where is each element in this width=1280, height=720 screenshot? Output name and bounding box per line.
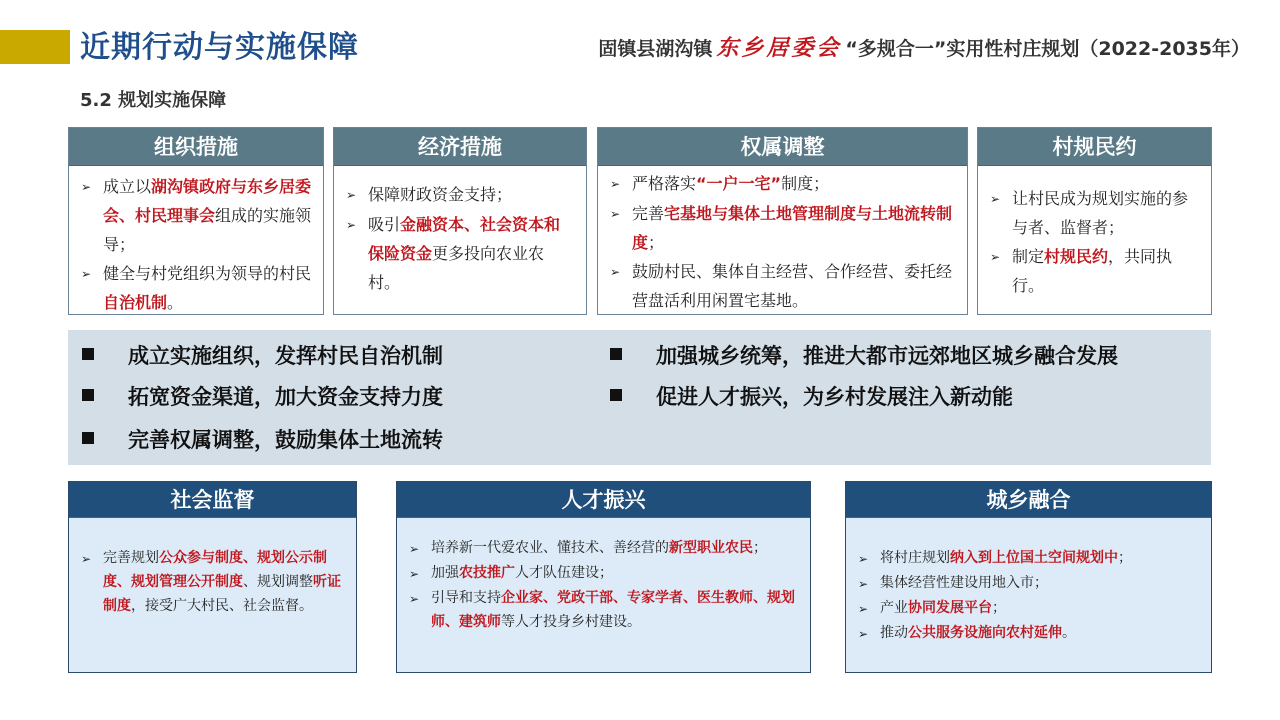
- bullet-text: [880, 596, 1201, 620]
- bullet-item: [990, 242, 1201, 300]
- bullet-item: [81, 172, 313, 259]
- bullet-text: [431, 586, 800, 634]
- bullet-item: [858, 621, 1201, 646]
- bullet-item: [858, 596, 1201, 621]
- body-text: 人才队伍建设；: [515, 565, 613, 581]
- highlight-text: “一户一宅”: [696, 174, 782, 193]
- summary-item: 促进人才振兴，为乡村发展注入新动能: [610, 381, 1013, 413]
- card-economy: [333, 127, 587, 315]
- card-social-supervision: [68, 481, 357, 673]
- bullet-text: [1012, 184, 1201, 242]
- highlight-text: 金融资本、社会资本和保险资金: [368, 215, 561, 263]
- body-text: 更多投向农业农村。: [368, 244, 545, 292]
- arrow-bullet-icon: ➢: [346, 218, 357, 232]
- arrow-bullet-icon: ➢: [409, 542, 420, 556]
- project-title: [598, 34, 1250, 63]
- summary-item: 完善权属调整，鼓励集体土地流转: [82, 424, 443, 456]
- body-text: 培养新一代爱农业、懂技术、善经营的: [431, 540, 669, 556]
- body-text: 产业: [880, 600, 908, 616]
- body-text: ，接受广大村民、社会监督。: [131, 598, 313, 614]
- bullet-text: [880, 546, 1201, 570]
- body-text: ；: [648, 233, 665, 252]
- bullet-text: [632, 199, 957, 257]
- project-village: 东乡居委会: [716, 35, 842, 61]
- bullet-text: [880, 621, 1201, 645]
- bullet-item: [858, 546, 1201, 571]
- body-text: ，共同执行。: [1012, 247, 1173, 295]
- card-title: 人才振兴: [397, 482, 810, 518]
- summary-item: 成立实施组织，发挥村民自治机制: [82, 340, 443, 372]
- body-text: 等人才投身乡村建设。: [501, 614, 641, 630]
- highlight-text: 自治机制: [103, 293, 168, 312]
- square-bullet-icon: [610, 348, 622, 360]
- bullet-item: [81, 259, 313, 317]
- bullet-item: [409, 586, 800, 634]
- body-text: 。: [1062, 625, 1076, 641]
- card-body: [598, 166, 967, 323]
- card-ownership: [597, 127, 968, 315]
- project-prefix: 固镇县湖沟镇: [598, 38, 713, 60]
- project-suffix: “多规合一”实用性村庄规划（2022-2035年）: [845, 38, 1250, 60]
- body-text: 引导和支持: [431, 590, 501, 606]
- arrow-bullet-icon: ➢: [858, 552, 869, 566]
- square-bullet-icon: [82, 432, 94, 444]
- title-accent-bar: [0, 30, 70, 64]
- card-talent-revitalization: [396, 481, 811, 673]
- body-text: 加强: [431, 565, 459, 581]
- arrow-bullet-icon: ➢: [81, 180, 92, 194]
- body-text: ；: [992, 600, 1006, 616]
- card-body: [846, 518, 1211, 654]
- arrow-bullet-icon: ➢: [990, 192, 1001, 206]
- summary-panel: [68, 330, 1211, 465]
- body-text: 推动: [880, 625, 908, 641]
- arrow-bullet-icon: ➢: [990, 250, 1001, 264]
- card-body: [978, 166, 1211, 308]
- bullet-item: [610, 257, 957, 315]
- arrow-bullet-icon: ➢: [610, 265, 621, 279]
- card-title: 村规民约: [978, 128, 1211, 166]
- square-bullet-icon: [82, 348, 94, 360]
- body-text: 完善规划: [103, 550, 159, 566]
- page-title: 近期行动与实施保障: [80, 30, 359, 65]
- body-text: 制度；: [781, 174, 830, 193]
- body-text: 制定: [1012, 247, 1045, 266]
- card-body: [69, 518, 356, 626]
- body-text: 完善: [632, 204, 665, 223]
- bullet-text: [632, 169, 957, 198]
- highlight-text: 企业家、党政干部、专家学者、医生教师、规划师、建筑师: [431, 590, 795, 630]
- bullet-text: [103, 172, 313, 259]
- section-title: 5.2 规划实施保障: [80, 90, 227, 111]
- body-text: 、规划调整: [243, 574, 313, 590]
- bullet-item: [409, 561, 800, 586]
- bullet-item: [610, 169, 957, 199]
- bullet-text: [1012, 242, 1201, 300]
- body-text: 让村民成为规划实施的参与者、监督者；: [1012, 189, 1189, 237]
- body-text: 保障财政资金支持；: [368, 185, 513, 204]
- body-text: 集体经营性建设用地入市；: [880, 575, 1048, 591]
- arrow-bullet-icon: ➢: [858, 627, 869, 641]
- card-body: [69, 166, 323, 325]
- arrow-bullet-icon: ➢: [346, 188, 357, 202]
- body-text: 成立以: [103, 177, 152, 196]
- bullet-text: [431, 536, 800, 560]
- arrow-bullet-icon: ➢: [81, 267, 92, 281]
- highlight-text: 协同发展平台: [908, 600, 992, 616]
- square-bullet-icon: [610, 389, 622, 401]
- card-title: 城乡融合: [846, 482, 1211, 518]
- square-bullet-icon: [82, 389, 94, 401]
- bullet-item: [858, 571, 1201, 596]
- summary-item: 加强城乡统筹，推进大都市远郊地区城乡融合发展: [610, 340, 1118, 372]
- highlight-text: 湖沟镇政府与东乡居委会、村民理事会: [103, 177, 312, 225]
- card-village-rules: [977, 127, 1212, 315]
- body-text: ；: [1118, 550, 1132, 566]
- card-urban-rural-integration: [845, 481, 1212, 673]
- body-text: 鼓励村民、集体自主经营、合作经营、委托经营盘活利用闲置宅基地。: [632, 262, 953, 310]
- arrow-bullet-icon: ➢: [81, 552, 92, 566]
- bullet-text: [368, 210, 576, 297]
- bullet-item: [346, 210, 576, 297]
- bullet-item: [990, 184, 1201, 242]
- bullet-text: [103, 546, 346, 618]
- card-title: 经济措施: [334, 128, 586, 166]
- highlight-text: 宅基地与集体土地管理制度与土地流转制度: [632, 204, 953, 252]
- arrow-bullet-icon: ➢: [409, 567, 420, 581]
- highlight-text: 公众参与制度、规划公示制度、规划管理公开制度: [103, 550, 327, 590]
- bullet-item: [610, 199, 957, 257]
- body-text: 吸引: [368, 215, 401, 234]
- highlight-text: 听证制度: [103, 574, 341, 614]
- arrow-bullet-icon: ➢: [610, 177, 621, 191]
- body-text: 。: [167, 293, 184, 312]
- bullet-text: [431, 561, 800, 585]
- highlight-text: 村规民约: [1044, 247, 1109, 266]
- arrow-bullet-icon: ➢: [610, 207, 621, 221]
- body-text: 严格落实: [632, 174, 697, 193]
- bullet-item: [81, 546, 346, 618]
- highlight-text: 公共服务设施向农村延伸: [908, 625, 1062, 641]
- bullet-text: [880, 571, 1201, 595]
- arrow-bullet-icon: ➢: [858, 577, 869, 591]
- bullet-text: [368, 180, 576, 209]
- card-body: [334, 166, 586, 305]
- card-organization: [68, 127, 324, 315]
- highlight-text: 农技推广: [459, 565, 515, 581]
- body-text: ；: [753, 540, 767, 556]
- body-text: 将村庄规划: [880, 550, 950, 566]
- card-title: 权属调整: [598, 128, 967, 166]
- arrow-bullet-icon: ➢: [409, 592, 420, 606]
- bullet-text: [103, 259, 313, 317]
- card-body: [397, 518, 810, 642]
- summary-item: 拓宽资金渠道，加大资金支持力度: [82, 381, 443, 413]
- body-text: 健全与村党组织为领导的村民: [103, 264, 312, 283]
- bullet-item: [409, 536, 800, 561]
- body-text: 组成的实施领导；: [103, 206, 312, 254]
- card-title: 社会监督: [69, 482, 356, 518]
- highlight-text: 纳入到上位国土空间规划中: [950, 550, 1118, 566]
- card-title: 组织措施: [69, 128, 323, 166]
- arrow-bullet-icon: ➢: [858, 602, 869, 616]
- bullet-item: [346, 180, 576, 210]
- highlight-text: 新型职业农民: [669, 540, 753, 556]
- bullet-text: [632, 257, 957, 315]
